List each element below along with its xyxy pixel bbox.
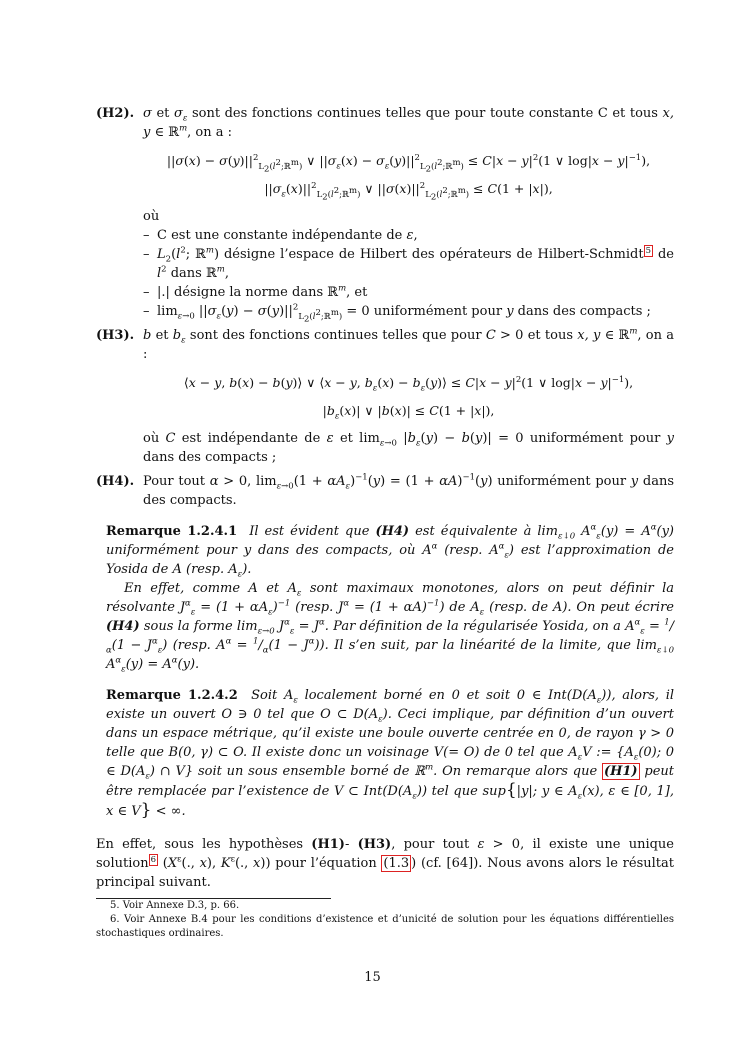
h2-equation-1: $||\sigma(x) - \sigma(y)||^2_{L_2(l^2;ℝ^m)}$ ∨ $||\sigma_\varepsilon(x) - \sigma_\varepsilon(y)||^2_{L_2(l^2;ℝ^m)} \le C|x - y|^2(1$ ∨ $\log|x - y|^{-1}$), (166, 152, 651, 175)
hypothesis-h4 (96, 472, 674, 510)
h2-intro: σ et $\sigma_\varepsilon$ sont des fonctions continues telles que pour toute constante C et tous x, y ∈ ℝ$^m$, on a : (143, 106, 674, 140)
remark-1-paragraph-2: En effet, comme A et $A_\varepsilon$ sont maximaux monotones, alors on peut définir la résolvante $J^\alpha_\varepsilon = (1 + \alpha A_\varepsilon)^{-1}$ (resp. $J^\alpha = (1 + \alpha A)^{-1}$) de $A_\varepsilon$ (resp. de A). On peut écrire (H4) sous la forme $\lim_{\varepsilon\to 0} J^\alpha_\varepsilon = J^\alpha$. Par définition de la régularisée Yosida, on a $A^\alpha_\varepsilon = ^1/_\alpha(1 - J^\alpha_\varepsilon)$ (resp. $A^\alpha = ^1/_\alpha(1 - J^\alpha)$). Il s’en suit, par la linéarité de la limite, que $\lim_{\varepsilon↓0} A^\alpha_\varepsilon(y) = A^\alpha(y)$. (106, 581, 674, 675)
h4-label: (H4). (96, 474, 135, 489)
h1-link[interactable]: (H1) (603, 764, 638, 779)
remark-2-paragraph: Remarque 1.2.4.2 Soit $A_\varepsilon$ localement borné en 0 et soit 0 ∈ $Int(D(A_\varepsilon))$, alors, il existe un ouvert O ∋ 0 tel que O ⊂ $D(A_\varepsilon)$. Ceci implique, par définition d’un ouvert dans un espace métrique, qu’il existe une boule ouverte centrée en 0, de rayon γ > 0 telle que B(0, γ) ⊂ O. Il existe donc un voisinage V(= O) de 0 tel que $A_\varepsilon V$ := {$A_\varepsilon(0)$; 0 ∈ $D(A_\varepsilon)$ ∩ V} soit un sous ensemble borné de ℝ$^m$. On remarque alors que (H1) peut être remplacée par l’existence de V ⊂ $Int(D(A_\varepsilon))$ tel que sup{|y|; y ∈ $A_\varepsilon(x)$, ε ∈ [0, 1], x ∈ V} < ∞. (106, 688, 675, 820)
h4-text: Pour tout α > 0, $\lim_{\varepsilon\to 0}(1 + \alpha A_\varepsilon)^{-1}(y) = (1 + \alpha A)^{-1}(y)$ uniformément pour y dans des compacts. (143, 472, 674, 508)
h2-item-1: – C est une constante indépendante de ε, (143, 226, 674, 245)
page-number: 15 (364, 970, 381, 985)
equation-link-1-3[interactable]: (1.3 (383, 856, 410, 871)
h3-outro: où C est indépendante de ε et $\lim_{\varepsilon\to 0} |b_\varepsilon(y) - b(y)| = 0$ uniformément pour y dans des compacts ; (143, 431, 675, 465)
footnote-ref-6[interactable]: 6 (150, 854, 157, 865)
hypothesis-h3 (96, 326, 674, 467)
h2-label: (H2). (96, 106, 135, 121)
remark-1-title: Remarque 1.2.4.1 (106, 524, 238, 539)
footnotes (96, 899, 674, 941)
hypothesis-h2 (96, 104, 674, 325)
h2-item-4: – $\lim_{\varepsilon\to 0} ||\sigma_\varepsilon(y) - \sigma(y)||^2_{L_2(l^2;ℝ^m)} = 0$ uniformément pour y dans des compacts ; (143, 302, 674, 321)
h3-intro: b et $b_\varepsilon$ sont des fonctions continues telles que pour C > 0 et tous x, y ∈ ℝ$^m$, on a : (143, 326, 674, 362)
footnote-5: 5. Voir Annexe D.3, p. 66. (110, 900, 240, 911)
h2-ou: où (143, 209, 160, 224)
remark-2-title: Remarque 1.2.4.2 (106, 688, 238, 703)
page-content (96, 104, 674, 941)
remark-1-2-4-1 (96, 522, 674, 674)
footnote-6: 6. Voir Annexe B.4 pour les conditions d’existence et d’unicité de solution pour les équations différentielles stochastiques ordinaires. (96, 914, 674, 939)
body-paragraph: En effet, sous les hypothèses (H1)- (H3), pour tout ε > 0, il existe une unique solution $^6$ ($X^\varepsilon$(., x), $K^\varepsilon$(., x)) pour l’équation (1.3 ) (cf. [64]). Nous avons alors le résultat principal suivant. (96, 837, 674, 890)
h2-item-3: – |.| désigne la norme dans ℝ$^m$, et (143, 283, 674, 302)
h2-equation-2: $||\sigma_\varepsilon(x)||^2_{L_2(l^2;ℝ^m)}$ ∨ $||\sigma(x)||^2_{L_2(l^2;ℝ^m)} \le C(1 + |x|)$, (264, 180, 553, 203)
footnote-ref-5[interactable]: 5 (645, 245, 651, 256)
h2-item-2: – $L_2(l^2$; ℝ$^m$) désigne l’espace de Hilbert des opérateurs de Hilbert-Schmidt $^5$ de $l^2$ dans ℝ$^m$, (143, 245, 674, 283)
h3-equation-2: $|b_\varepsilon(x)|$ ∨ |b(x)| ≤ C(1 + |x|), (322, 403, 495, 422)
remark-1-paragraph-1: Remarque 1.2.4.1 Il est évident que (H4) est équivalente à $\lim_{\varepsilon↓0} A^\alpha_\varepsilon(y) = A^\alpha(y)$ uniformément pour y dans des compacts, où $A^\alpha$ (resp. $A^\alpha_\varepsilon$) est l’approximation de Yosida de A (resp. $A_\varepsilon$). (106, 522, 674, 580)
h3-equation-1: ⟨x − y, b(x) − b(y)⟩ ∨ ⟨x − y, $b_\varepsilon(x)$ − $b_\varepsilon(y)⟩ \le C|x - y|^2(1$ ∨ $\log|x - y|^{-1}$), (183, 374, 634, 394)
h3-label: (H3). (96, 328, 135, 343)
remark-1-2-4-2 (96, 686, 674, 821)
